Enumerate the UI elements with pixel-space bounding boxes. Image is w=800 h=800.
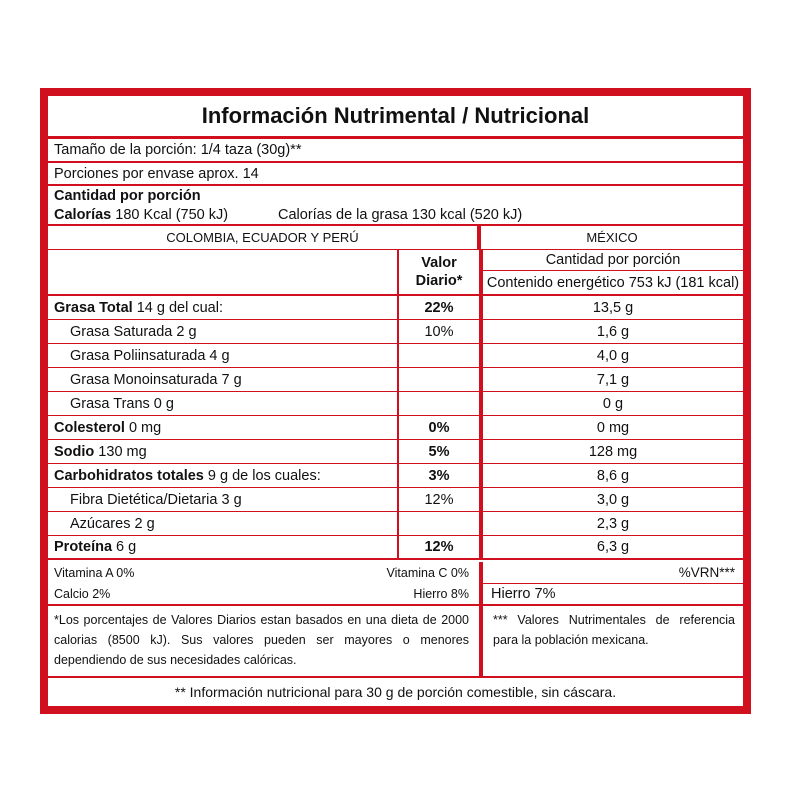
nutrient-name-text: Grasa Saturada 2 g <box>70 323 197 340</box>
serving-size-row <box>48 139 743 163</box>
nutrient-row <box>48 464 743 488</box>
calories-label: Calorías <box>54 207 112 223</box>
valor-diario-header <box>397 250 479 294</box>
footnotes-row <box>48 606 743 678</box>
nutrient-mx-amount: 8,6 g <box>479 464 743 487</box>
vitamin-a: Vitamina A 0% <box>54 566 135 580</box>
dv-header-row <box>48 250 743 296</box>
nutrient-daily-value: 0% <box>397 416 479 439</box>
nutrient-mx-amount: 2,3 g <box>479 512 743 535</box>
nutrient-name <box>48 344 397 367</box>
nutrient-daily-value <box>397 512 479 535</box>
nutrient-name-text: 9 g de los cuales: <box>203 467 321 484</box>
nutrient-name-text: 130 mg <box>94 443 147 460</box>
nutrient-mx-amount: 4,0 g <box>479 344 743 367</box>
nutrient-name <box>48 296 397 319</box>
vitamins-row-1 <box>48 562 743 584</box>
vrn-label: %VRN*** <box>479 562 743 584</box>
nutrient-mx-amount: 6,3 g <box>479 536 743 558</box>
hierro: Hierro 8% <box>413 587 469 601</box>
nutrient-name <box>48 488 397 511</box>
serving-size: Tamaño de la porción: 1/4 taza (30g)** <box>54 142 302 158</box>
nutrient-name <box>48 320 397 343</box>
bottom-note: ** Información nutricional para 30 g de porción comestible, sin cáscara. <box>174 684 617 700</box>
vitamins-left-1 <box>48 562 479 584</box>
nutrient-name <box>48 512 397 535</box>
nutrient-name-text: 0 mg <box>124 419 162 436</box>
nutrient-row <box>48 344 743 368</box>
label-title: Información Nutrimental / Nutricional <box>48 96 743 139</box>
nutrient-mx-amount: 3,0 g <box>479 488 743 511</box>
right-column-header: MÉXICO <box>479 226 743 249</box>
nutrient-daily-value: 3% <box>397 464 479 487</box>
calcio: Calcio 2% <box>54 587 111 601</box>
vitamins-row-2 <box>48 584 743 606</box>
servings-per-container-row <box>48 163 743 186</box>
column-header-row <box>48 226 743 250</box>
nutrient-name-bold: Proteína <box>54 539 113 555</box>
nutrient-daily-value: 5% <box>397 440 479 463</box>
mx-hierro: Hierro 7% <box>479 584 743 604</box>
nutrient-daily-value: 22% <box>397 296 479 319</box>
nutrient-name-text: Fibra Dietética/Dietaria 3 g <box>70 491 242 508</box>
calories-row <box>48 206 743 226</box>
nutrient-name <box>48 440 397 463</box>
nutrient-mx-amount: 0 g <box>479 392 743 415</box>
nutrient-row <box>48 416 743 440</box>
nutrient-name-bold: Sodio <box>54 443 95 460</box>
nutrient-name-text: Azúcares 2 g <box>70 515 155 532</box>
nutrient-name <box>48 416 397 439</box>
left-column-header: COLOMBIA, ECUADOR Y PERÚ <box>48 226 479 249</box>
nutrient-row <box>48 536 743 560</box>
nutrition-label <box>40 88 751 714</box>
nutrient-daily-value: 12% <box>397 536 479 558</box>
mx-energy: Contenido energético 753 kJ (181 kcal) <box>486 274 740 291</box>
nutrient-row <box>48 296 743 320</box>
calories-cell <box>48 206 278 224</box>
nutrient-name-text: 14 g del cual: <box>132 299 223 316</box>
footnote-left: *Los porcentajes de Valores Diarios estan basados en una dieta de 2000 calorias (8500 kJ). Sus valores pueden ser mayores o menores dependiendo de sus necesidades calóricas. <box>54 613 469 667</box>
vitamins-left-2 <box>48 584 479 604</box>
nutrient-mx-amount: 13,5 g <box>479 296 743 319</box>
nutrient-name <box>48 392 397 415</box>
calories-value: 180 Kcal (750 kJ) <box>115 207 229 223</box>
nutrient-daily-value <box>397 392 479 415</box>
nutrient-name-text: Grasa Trans 0 g <box>70 395 174 412</box>
nutrient-name-bold: Colesterol <box>54 419 125 436</box>
mexico-subheader <box>479 250 743 294</box>
nutrient-daily-value: 12% <box>397 488 479 511</box>
nutrient-mx-amount: 1,6 g <box>479 320 743 343</box>
nutrient-name <box>48 464 397 487</box>
nutrient-row <box>48 368 743 392</box>
nutrient-name-text: 6 g <box>112 539 137 555</box>
nutrient-name-bold: Grasa Total <box>54 299 133 316</box>
valor-diario-line1: Valor <box>421 255 457 271</box>
valor-diario-line2: Diario* <box>415 273 463 289</box>
vitamin-c: Vitamina C 0% <box>386 566 469 580</box>
mx-amount-per-serving: Cantidad por porción <box>483 250 743 271</box>
nutrient-name <box>48 368 397 391</box>
nutrient-name <box>48 536 397 558</box>
nutrient-name-text: Grasa Poliinsaturada 4 g <box>70 347 230 364</box>
nutrient-row <box>48 488 743 512</box>
nutrient-name-bold: Carbohidratos totales <box>54 467 204 484</box>
nutrient-daily-value <box>397 344 479 367</box>
nutrient-row <box>48 512 743 536</box>
amount-per-serving: Cantidad por porción <box>54 188 201 204</box>
nutrient-name-text: Grasa Monoinsaturada 7 g <box>70 371 242 388</box>
footnote-right: *** Valores Nutrimentales de referencia para la población mexicana. <box>479 606 743 676</box>
nutrient-daily-value <box>397 368 479 391</box>
nutrient-row <box>48 440 743 464</box>
calories-from-fat: Calorías de la grasa 130 kcal (520 kJ) <box>278 207 523 223</box>
nutrient-mx-amount: 7,1 g <box>479 368 743 391</box>
dv-header-empty <box>48 250 397 294</box>
servings-per-container: Porciones por envase aprox. 14 <box>54 165 259 182</box>
nutrient-daily-value: 10% <box>397 320 479 343</box>
nutrient-row <box>48 392 743 416</box>
amount-per-serving-row <box>48 186 743 206</box>
nutrient-mx-amount: 0 mg <box>479 416 743 439</box>
nutrient-row <box>48 320 743 344</box>
nutrient-mx-amount: 128 mg <box>479 440 743 463</box>
